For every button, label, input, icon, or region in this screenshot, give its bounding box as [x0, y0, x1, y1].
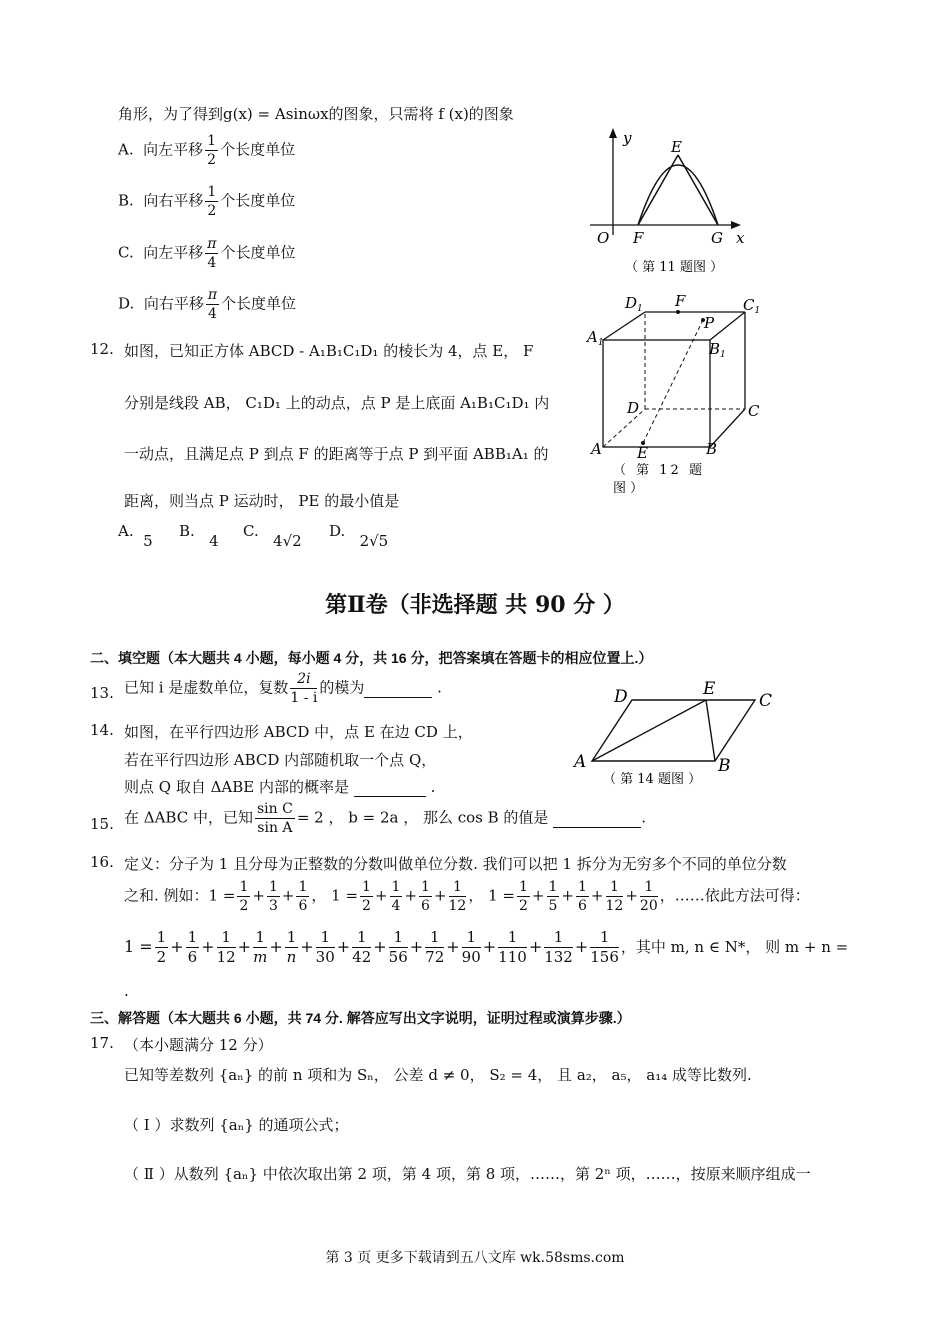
- label-c: C: [759, 691, 773, 711]
- q12-option-a: A. 5: [118, 522, 153, 550]
- label-d: D: [614, 687, 628, 707]
- q17-line1: 已知等差数列 {aₙ} 的前 n 项和为 Sₙ， 公差 d ≠ 0， S₂ = 4， 且 a₂， a₅， a₁₄ 成等比数列.: [124, 1066, 752, 1084]
- edge-a1d1: [603, 312, 645, 340]
- q16-trailing-dot: .: [124, 982, 129, 1000]
- option-label: C.: [118, 243, 134, 262]
- label-y: y: [623, 129, 632, 147]
- q12-cube-figure: [585, 288, 775, 498]
- label-x: x: [736, 229, 745, 247]
- q17-score: （本小题满分 12 分）: [124, 1036, 273, 1054]
- label-b: B: [718, 756, 731, 776]
- q14-number: 14.: [90, 721, 114, 739]
- label-o: O: [597, 229, 610, 247]
- q12-line4: 距离，则当点 P 运动时， PE 的最小值是: [124, 492, 400, 510]
- section2-title: 第Ⅱ卷（非选择题 共 90 分 ）: [325, 592, 625, 618]
- label-a: A: [591, 440, 602, 458]
- q14-line1: 如图，在平行四边形 ABCD 中，点 E 在边 CD 上，: [124, 723, 473, 741]
- segment-eb: [706, 700, 715, 761]
- label-a: A: [574, 752, 587, 772]
- label-f: F: [633, 229, 644, 247]
- q14-line3: 则点 Q 取自 ΔABE 内部的概率是 .: [124, 778, 436, 796]
- edge-b1c1: [710, 312, 745, 340]
- q11-intro: 角形，为了得到g(x) = Asinωx的图象，只需将 f (x)的图象: [118, 105, 514, 123]
- x-arrow: [731, 221, 741, 229]
- label-f: F: [675, 292, 686, 310]
- label-e: E: [637, 444, 648, 462]
- q12-option-d: D. 2√5: [329, 522, 389, 550]
- answer-blank: [553, 809, 641, 828]
- label-d: D: [627, 399, 640, 417]
- q16-big-equation: 1 = $\frac{1}{2}$ + $\frac{1}{6}$ + $\frac{1}{12}$ + $\frac{1}{m}$ + $\frac{1}{n}$ + $\frac{1}{30}$ + $\frac{1}{42}$ + $\frac{1}{56}$ + $\frac{1}{72}$ + $\frac{1}{90}$ + $\frac{1}{110}$ + $\frac{1}{132}$ + $\frac{1}{156}$ ，其中 m, n ∈ N*， 则 m + n =: [124, 928, 849, 966]
- label-b1: $B_1$: [709, 340, 726, 360]
- q11-option-d: D. 向右平移 $\frac{\pi}{4}$ 个长度单位: [118, 287, 297, 322]
- label-e: E: [671, 138, 682, 156]
- label-p: P: [704, 314, 715, 332]
- answer-blank: [354, 778, 426, 797]
- q16-line1: 定义：分子为 1 且分母为正整数的分数叫做单位分数. 我们可以把 1 拆分为无穷多个不同的单位分数: [124, 855, 787, 873]
- label-d1: $D_1$: [625, 294, 643, 314]
- q17-number: 17.: [90, 1034, 114, 1052]
- option-label: B.: [118, 191, 134, 210]
- y-arrow: [609, 128, 617, 138]
- q13-text: 已知 i 是虚数单位，复数 $\frac{2i}{1 - i}$ 的模为 .: [124, 671, 442, 706]
- answer-blank: [364, 679, 432, 698]
- q15-number: 15.: [90, 815, 114, 833]
- label-e: E: [703, 679, 716, 699]
- segment-eg: [678, 155, 718, 225]
- q11-option-b: B. 向右平移 $\frac{1}{2}$ 个长度单位: [118, 184, 296, 219]
- q14-line2: 若在平行四边形 ABCD 内部随机取一个点 Q，: [124, 751, 437, 769]
- q15-text: 在 ΔABC 中，已知 $\frac{\text{sin C}}{\text{sin A}}$ = 2 ， b = 2a ， 那么 cos B 的值是 .: [124, 801, 646, 836]
- q12-option-c: C. 4√2: [243, 522, 302, 550]
- page-footer: 第 3 页 更多下载请到五八文库 wk.58sms.com: [325, 1250, 625, 1266]
- hidden-segment-ep: [643, 320, 703, 443]
- segment-fe: [638, 155, 678, 225]
- label-b: B: [706, 440, 718, 458]
- option-label: D.: [118, 294, 135, 313]
- parallelogram-abcd: [592, 700, 755, 761]
- q11-figure: [585, 125, 755, 280]
- q12-number: 12.: [90, 340, 114, 358]
- label-c: C: [748, 402, 760, 420]
- option-label: A.: [118, 140, 134, 159]
- label-a1: $A_1$: [587, 328, 604, 348]
- segment-ae: [592, 700, 706, 761]
- q12-line3: 一动点，且满足点 P 到点 F 的距离等于点 P 到平面 ABB₁A₁ 的: [124, 445, 549, 463]
- q13-number: 13.: [90, 684, 114, 702]
- caption-line1: （ 第 12 题: [613, 463, 705, 478]
- fill-in-heading: 二、填空题（本大题共 4 小题，每小题 4 分，共 16 分，把答案填在答题卡的相应位置上.）: [90, 650, 653, 666]
- q12-line1: 如图，已知正方体 ABCD - A₁B₁C₁D₁ 的棱长为 4，点 E， F: [124, 342, 534, 360]
- figure-caption: （ 第 14 题图 ）: [603, 772, 702, 787]
- label-c1: $C_1$: [743, 296, 761, 316]
- q12-line2: 分别是线段 AB， C₁D₁ 上的动点，点 P 是上底面 A₁B₁C₁D₁ 内: [124, 394, 550, 412]
- q12-option-b: B. 4: [179, 522, 219, 550]
- q16-number: 16.: [90, 853, 114, 871]
- cube-front-face: [603, 340, 710, 447]
- point-f: [676, 310, 680, 314]
- q16-line2: 之和. 例如：1 = $\frac{1}{2}$ + $\frac{1}{3}$ + $\frac{1}{6}$ ， 1 = $\frac{1}{2}$ + $\frac{1}{4}$ + $\frac{1}{6}$ + $\frac{1}{12}$ ， 1 = $\frac{1}{2}$ + $\frac{1}{5}$ + $\frac{1}{6}$ + $\frac{1}{12}$ + $\frac{1}{20}$ ，……依此方法可得：: [124, 879, 810, 914]
- sine-curve: [638, 165, 718, 225]
- q11-option-c: C. 向左平移 $\frac{\pi}{4}$ 个长度单位: [118, 236, 296, 271]
- caption-line2: 图 ）: [613, 481, 644, 496]
- q17-part2: （ Ⅱ ）从数列 {aₙ} 中依次取出第 2 项，第 4 项，第 8 项，……，第 2ⁿ 项，……，按原来顺序组成一: [124, 1165, 811, 1183]
- q17-part1: （ Ⅰ ）求数列 {aₙ} 的通项公式；: [124, 1116, 349, 1134]
- figure-caption: （ 第 11 题图 ）: [625, 260, 724, 275]
- label-g: G: [711, 229, 723, 247]
- q11-option-a: A. 向左平移 $\frac{1}{2}$ 个长度单位: [118, 133, 296, 168]
- q14-parallelogram-figure: [570, 675, 780, 795]
- solution-heading: 三、解答题（本大题共 6 小题，共 74 分. 解答应写出文字说明，证明过程或演算步骤.）: [90, 1010, 631, 1026]
